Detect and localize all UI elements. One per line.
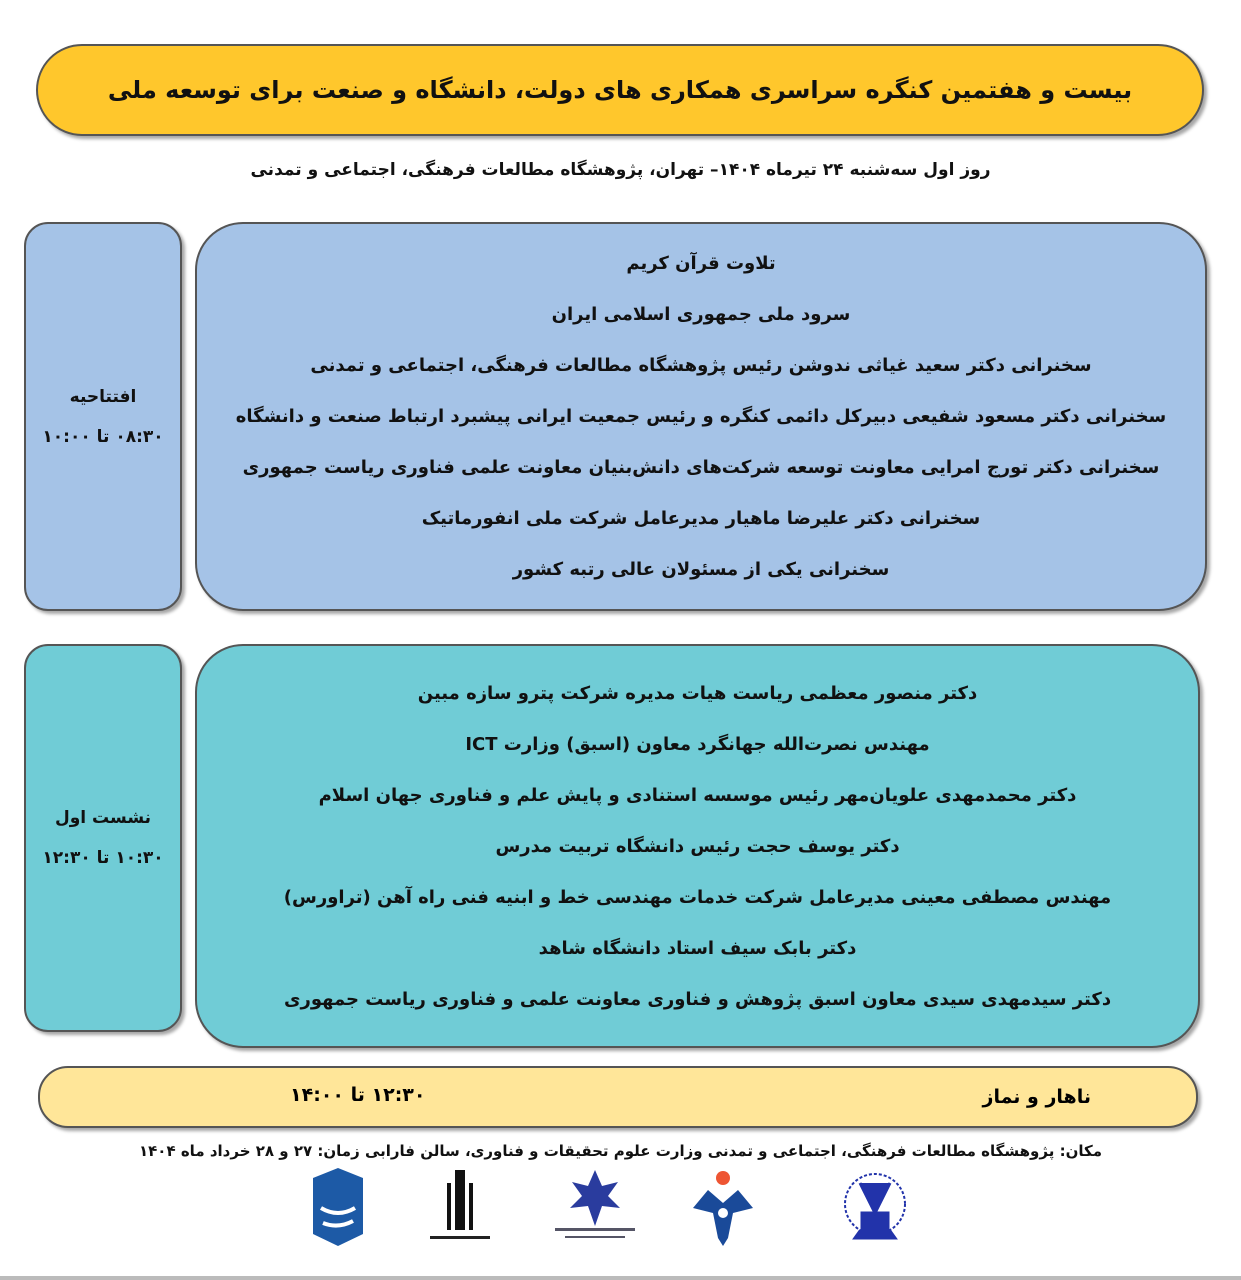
program-item: دکتر بابک سیف استاد دانشگاه شاهد [538, 937, 857, 959]
session-opening-content [195, 222, 1207, 611]
program-item: سخنرانی دکتر تورج امرایی معاونت توسعه شرکت‌های دانش‌بنیان معاونت علمی فناوری ریاست جمهوری [242, 457, 1160, 478]
session-name: نشست اول [54, 808, 152, 828]
session-label-first [24, 644, 182, 1032]
lunch-label: ناهار و نماز [982, 1086, 1091, 1108]
program-item: سخنرانی دکتر علیرضا ماهیار مدیرعامل شرکت ملی انفورماتیک [421, 508, 981, 529]
program-item: سخنرانی یکی از مسئولان عالی رتبه کشور [512, 559, 890, 580]
program-item: دکتر یوسف حجت رئیس دانشگاه تربیت مدرس [495, 835, 900, 857]
program-item: مهندس نصرت‌الله جهانگرد معاون (اسبق) وزارت ICT [465, 733, 930, 755]
lunch-break [38, 1066, 1198, 1128]
venue-footer: مکان: پژوهشگاه مطالعات فرهنگی، اجتماعی و تمدنی وزارت علوم تحقیقات و فناوری، سالن فارابی زمان: ۲۷ و ۲۸ خرداد ماه ۱۴۰۴ [138, 1142, 1103, 1160]
divider [0, 1276, 1241, 1280]
industry-university-association-logo [688, 1168, 758, 1246]
program-item: مهندس مصطفی معینی مدیرعامل شرکت خدمات مهندسی خط و ابنیه فنی راه آهن (تراورس) [283, 886, 1112, 908]
congress-title [36, 44, 1204, 136]
day-subtitle: روز اول سه‌شنبه ۲۴ تیرماه ۱۴۰۴– تهران، پژوهشگاه مطالعات فرهنگی، اجتماعی و تمدنی [250, 160, 991, 180]
program-item: سخنرانی دکتر مسعود شفیعی دبیرکل دائمی کنگره و رئیس جمعیت ایرانی پیشبرد ارتباط صنعت و دانشگاه [235, 406, 1167, 427]
program-item: دکتر منصور معظمی ریاست هیات مدیره شرکت پترو سازه مبین [417, 682, 978, 704]
title-text: بیست و هفتمین کنگره سراسری همکاری های دولت، دانشگاه و صنعت برای توسعه ملی [107, 76, 1133, 104]
congress-logo [840, 1168, 910, 1246]
session-time: ۰۸:۳۰ تا ۱۰:۰۰ [42, 426, 164, 447]
lunch-time: ۱۲:۳۰ تا ۱۴:۰۰ [290, 1084, 426, 1106]
program-item: سخنرانی دکتر سعید غیاثی ندوشن رئیس پژوهشگاه مطالعات فرهنگی، اجتماعی و تمدنی [310, 355, 1092, 376]
session-label-opening [24, 222, 182, 611]
program-item: دکتر سیدمهدی سیدی معاون اسبق پژوهش و فناوری معاونت علمی و فناوری ریاست جمهوری [283, 988, 1112, 1010]
program-item: دکتر محمدمهدی علویان‌مهر رئیس موسسه استنادی و پایش علم و فناوری جهان اسلام [318, 784, 1077, 806]
university-logo [303, 1168, 373, 1246]
program-item: تلاوت قرآن کریم [626, 253, 776, 274]
session-first-content [195, 644, 1200, 1048]
session-time: ۱۰:۳۰ تا ۱۲:۳۰ [42, 848, 164, 868]
research-institute-logo [550, 1168, 640, 1246]
university-of-applied-science-logo [425, 1168, 495, 1246]
session-name: افتتاحیه [69, 386, 137, 407]
program-item: سرود ملی جمهوری اسلامی ایران [551, 304, 851, 325]
